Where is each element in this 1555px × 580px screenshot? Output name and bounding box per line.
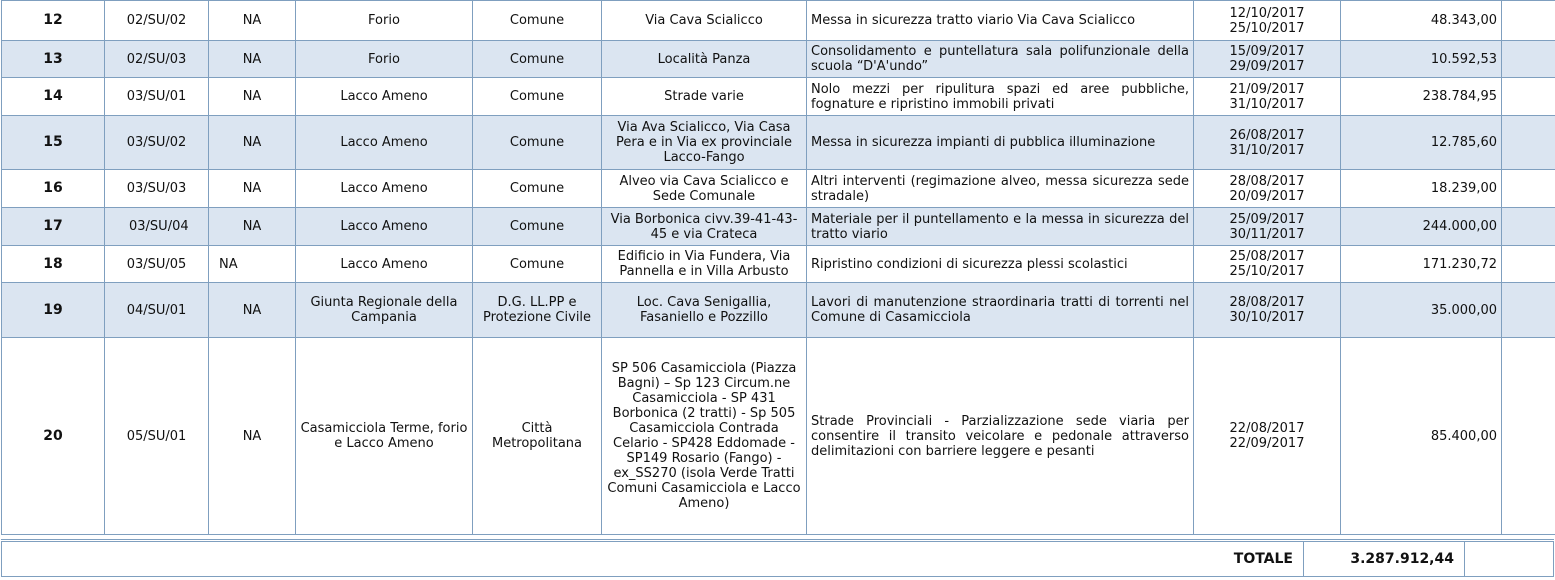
row-description: Altri interventi (regimazione alveo, messa sicurezza sede stradale) xyxy=(807,170,1194,208)
row-dates xyxy=(1194,41,1341,78)
table-row xyxy=(2,246,1555,283)
row-empty-cell xyxy=(1502,170,1555,208)
row-province: NA xyxy=(209,41,296,78)
row-municipality: Forio xyxy=(296,1,473,41)
row-province: NA xyxy=(209,246,296,283)
end-date: 31/10/2017 xyxy=(1229,142,1305,158)
row-amount: 85.400,00 xyxy=(1341,338,1502,535)
row-dates xyxy=(1194,116,1341,170)
end-date: 20/09/2017 xyxy=(1229,188,1305,204)
end-date: 29/09/2017 xyxy=(1229,59,1305,74)
total-row xyxy=(1,539,1554,577)
row-location: Loc. Cava Senigallia, Fasaniello e Pozzillo xyxy=(602,283,807,338)
row-location: Edificio in Via Fundera, Via Pannella e in Villa Arbusto xyxy=(602,246,807,283)
row-description: Consolidamento e puntellatura sala polifunzionale della scuola “D'A'undo” xyxy=(807,41,1194,78)
table-row xyxy=(2,338,1555,535)
total-label: TOTALE xyxy=(2,541,1304,577)
row-municipality: Forio xyxy=(296,41,473,78)
row-amount: 18.239,00 xyxy=(1341,170,1502,208)
row-number: 19 xyxy=(2,283,105,338)
row-amount: 238.784,95 xyxy=(1341,78,1502,116)
row-description: Materiale per il puntellamento e la messa in sicurezza del tratto viario xyxy=(807,208,1194,246)
row-number: 17 xyxy=(2,208,105,246)
row-entity: Comune xyxy=(473,1,602,41)
row-empty-cell xyxy=(1502,78,1555,116)
row-dates xyxy=(1194,338,1341,535)
row-municipality: Lacco Ameno xyxy=(296,208,473,246)
row-code: 04/SU/01 xyxy=(105,283,209,338)
start-date: 15/09/2017 xyxy=(1229,44,1305,59)
row-number: 18 xyxy=(2,246,105,283)
row-location: SP 506 Casamicciola (Piazza Bagni) – Sp 123 Circum.ne Casamicciola - SP 431 Borbonica (2 tratti) - Sp 505 Casamicciola Contrada Celario - SP428 Eddomade - SP149 Rosario (Fango) - ex_SS270 (isola Verde Tratti Comuni Casamicciola e Lacco Ameno) xyxy=(602,338,807,535)
table-row xyxy=(2,170,1555,208)
row-code: 02/SU/03 xyxy=(105,41,209,78)
row-description: Messa in sicurezza impianti di pubblica illuminazione xyxy=(807,116,1194,170)
row-municipality: Lacco Ameno xyxy=(296,170,473,208)
row-province: NA xyxy=(209,170,296,208)
end-date: 25/10/2017 xyxy=(1229,264,1305,279)
row-entity: Comune xyxy=(473,208,602,246)
row-entity: D.G. LL.PP e Protezione Civile xyxy=(473,283,602,338)
row-code: 05/SU/01 xyxy=(105,338,209,535)
row-empty-cell xyxy=(1502,208,1555,246)
row-dates xyxy=(1194,246,1341,283)
row-dates xyxy=(1194,1,1341,41)
row-province: NA xyxy=(209,338,296,535)
row-amount: 244.000,00 xyxy=(1341,208,1502,246)
row-number: 12 xyxy=(2,1,105,41)
row-description: Ripristino condizioni di sicurezza plessi scolastici xyxy=(807,246,1194,283)
row-number: 20 xyxy=(2,338,105,535)
row-amount: 10.592,53 xyxy=(1341,41,1502,78)
row-number: 15 xyxy=(2,116,105,170)
row-number: 13 xyxy=(2,41,105,78)
row-entity: Città Metropolitana xyxy=(473,338,602,535)
end-date: 22/09/2017 xyxy=(1229,436,1305,451)
row-location: Strade varie xyxy=(602,78,807,116)
row-empty-cell xyxy=(1502,41,1555,78)
row-entity: Comune xyxy=(473,78,602,116)
start-date: 22/08/2017 xyxy=(1229,421,1305,436)
row-municipality: Casamicciola Terme, forio e Lacco Ameno xyxy=(296,338,473,535)
row-empty-cell xyxy=(1502,246,1555,283)
row-empty-cell xyxy=(1502,116,1555,170)
row-location: Località Panza xyxy=(602,41,807,78)
table-row xyxy=(2,208,1555,246)
table-row xyxy=(2,116,1555,170)
end-date: 25/10/2017 xyxy=(1229,20,1305,36)
row-entity: Comune xyxy=(473,116,602,170)
row-amount: 48.343,00 xyxy=(1341,1,1502,41)
row-location: Via Cava Scialicco xyxy=(602,1,807,41)
row-dates xyxy=(1194,78,1341,116)
row-description: Lavori di manutenzione straordinaria tratti di torrenti nel Comune di Casamicciola xyxy=(807,283,1194,338)
end-date: 30/11/2017 xyxy=(1229,226,1305,242)
row-code: 02/SU/02 xyxy=(105,1,209,41)
row-amount: 12.785,60 xyxy=(1341,116,1502,170)
start-date: 26/08/2017 xyxy=(1229,127,1305,143)
end-date: 31/10/2017 xyxy=(1229,96,1305,112)
row-number: 16 xyxy=(2,170,105,208)
row-code: 03/SU/05 xyxy=(105,246,209,283)
row-empty-cell xyxy=(1502,338,1555,535)
start-date: 25/09/2017 xyxy=(1229,211,1305,227)
table-row xyxy=(2,283,1555,338)
row-municipality: Lacco Ameno xyxy=(296,78,473,116)
row-code: 03/SU/01 xyxy=(105,78,209,116)
row-description: Strade Provinciali - Parzializzazione sede viaria per consentire il transito veicolare e pedonale attraverso delimitazioni con barriere leggere e pesanti xyxy=(807,338,1194,535)
row-entity: Comune xyxy=(473,246,602,283)
start-date: 21/09/2017 xyxy=(1229,81,1305,97)
start-date: 12/10/2017 xyxy=(1229,5,1305,21)
row-location: Alveo via Cava Scialicco e Sede Comunale xyxy=(602,170,807,208)
row-entity: Comune xyxy=(473,41,602,78)
row-province: NA xyxy=(209,283,296,338)
table-row xyxy=(2,41,1555,78)
total-amount: 3.287.912,44 xyxy=(1304,541,1465,577)
row-empty-cell xyxy=(1502,1,1555,41)
row-code: 03/SU/04 xyxy=(105,208,209,246)
row-municipality: Giunta Regionale della Campania xyxy=(296,283,473,338)
row-code: 03/SU/03 xyxy=(105,170,209,208)
row-amount: 171.230,72 xyxy=(1341,246,1502,283)
row-province: NA xyxy=(209,208,296,246)
start-date: 28/08/2017 xyxy=(1229,295,1305,310)
end-date: 30/10/2017 xyxy=(1229,310,1305,325)
row-municipality: Lacco Ameno xyxy=(296,246,473,283)
row-dates xyxy=(1194,283,1341,338)
row-province: NA xyxy=(209,78,296,116)
row-dates xyxy=(1194,208,1341,246)
row-amount: 35.000,00 xyxy=(1341,283,1502,338)
row-municipality: Lacco Ameno xyxy=(296,116,473,170)
row-description: Messa in sicurezza tratto viario Via Cava Scialicco xyxy=(807,1,1194,41)
row-dates xyxy=(1194,170,1341,208)
row-location: Via Ava Scialicco, Via Casa Pera e in Via ex provinciale Lacco-Fango xyxy=(602,116,807,170)
table-row xyxy=(2,1,1555,41)
row-empty-cell xyxy=(1502,283,1555,338)
row-entity: Comune xyxy=(473,170,602,208)
interventions-table xyxy=(1,0,1555,535)
table-row xyxy=(2,78,1555,116)
row-description: Nolo mezzi per ripulitura spazi ed aree pubbliche, fognature e ripristino immobili privati xyxy=(807,78,1194,116)
row-number: 14 xyxy=(2,78,105,116)
row-province: NA xyxy=(209,116,296,170)
row-province: NA xyxy=(209,1,296,41)
start-date: 28/08/2017 xyxy=(1229,173,1305,189)
start-date: 25/08/2017 xyxy=(1229,249,1305,264)
row-location: Via Borbonica civv.39-41-43-45 e via Crateca xyxy=(602,208,807,246)
total-empty-cell xyxy=(1465,541,1554,577)
row-code: 03/SU/02 xyxy=(105,116,209,170)
